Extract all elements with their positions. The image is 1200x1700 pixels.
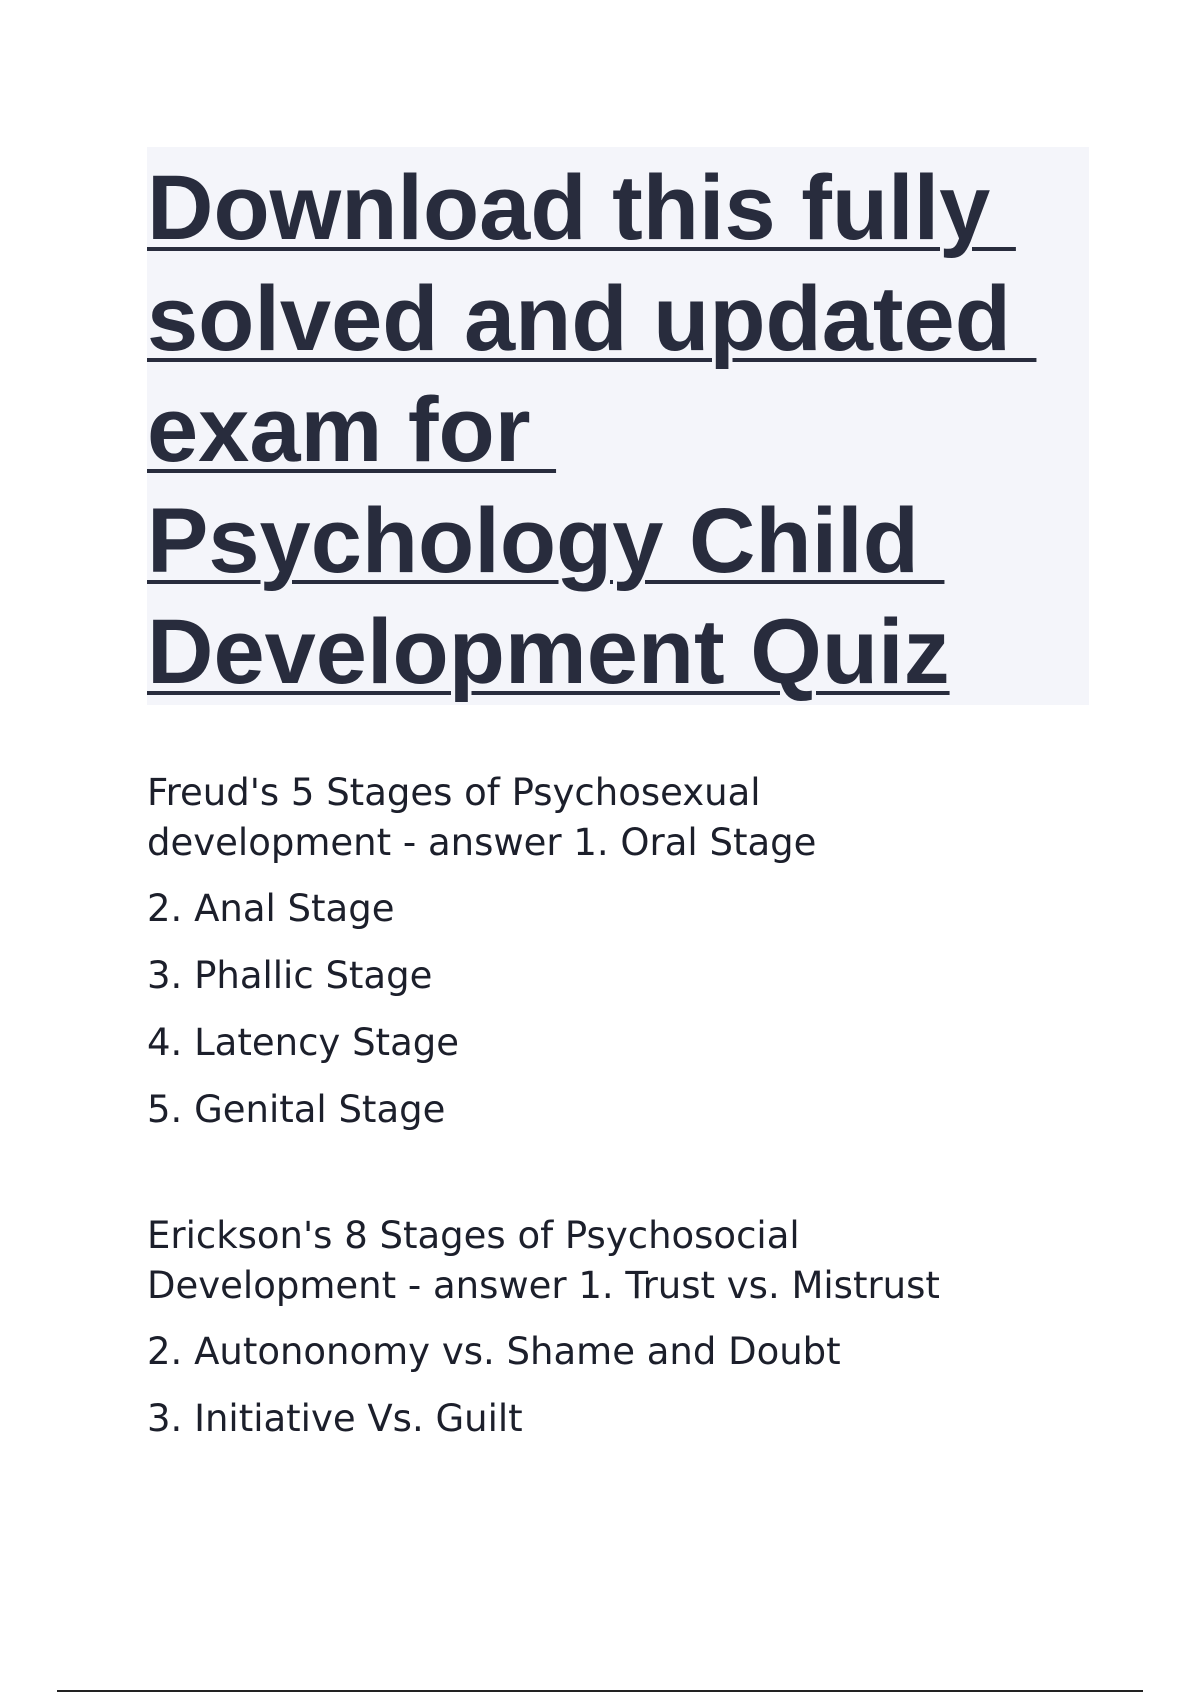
question-freud	[147, 768, 1087, 868]
document-body	[147, 768, 1087, 1461]
question-erickson-line-2: Development - answer 1. Trust vs. Mistrust	[147, 1264, 940, 1307]
answer-item: 4. Latency Stage	[147, 1021, 459, 1064]
question-freud-line-2: development - answer 1. Oral Stage	[147, 821, 817, 864]
answer-item: 3. Phallic Stage	[147, 954, 433, 997]
answer-item: 3. Initiative Vs. Guilt	[147, 1397, 523, 1440]
section-erickson	[147, 1211, 1087, 1444]
section-freud	[147, 768, 1087, 1135]
download-link-line-2[interactable]: solved and updated	[147, 268, 1037, 370]
download-link-line-5[interactable]: Development Quiz	[147, 601, 950, 703]
answer-item: 2. Anal Stage	[147, 887, 395, 930]
footer-divider	[57, 1690, 1143, 1692]
download-link-line-4[interactable]: Psychology Child	[147, 490, 945, 592]
question-erickson	[147, 1211, 1087, 1311]
section-spacer	[147, 1152, 1087, 1211]
title-banner	[147, 147, 1089, 705]
question-erickson-line-1: Erickson's 8 Stages of Psychosocial	[147, 1214, 800, 1257]
answer-item: 2. Autononomy vs. Shame and Doubt	[147, 1330, 841, 1373]
download-link-line-1[interactable]: Download this fully	[147, 157, 1016, 259]
answer-item: 5. Genital Stage	[147, 1088, 446, 1131]
question-freud-line-1: Freud's 5 Stages of Psychosexual	[147, 771, 761, 814]
download-link-line-3[interactable]: exam for	[147, 379, 557, 481]
